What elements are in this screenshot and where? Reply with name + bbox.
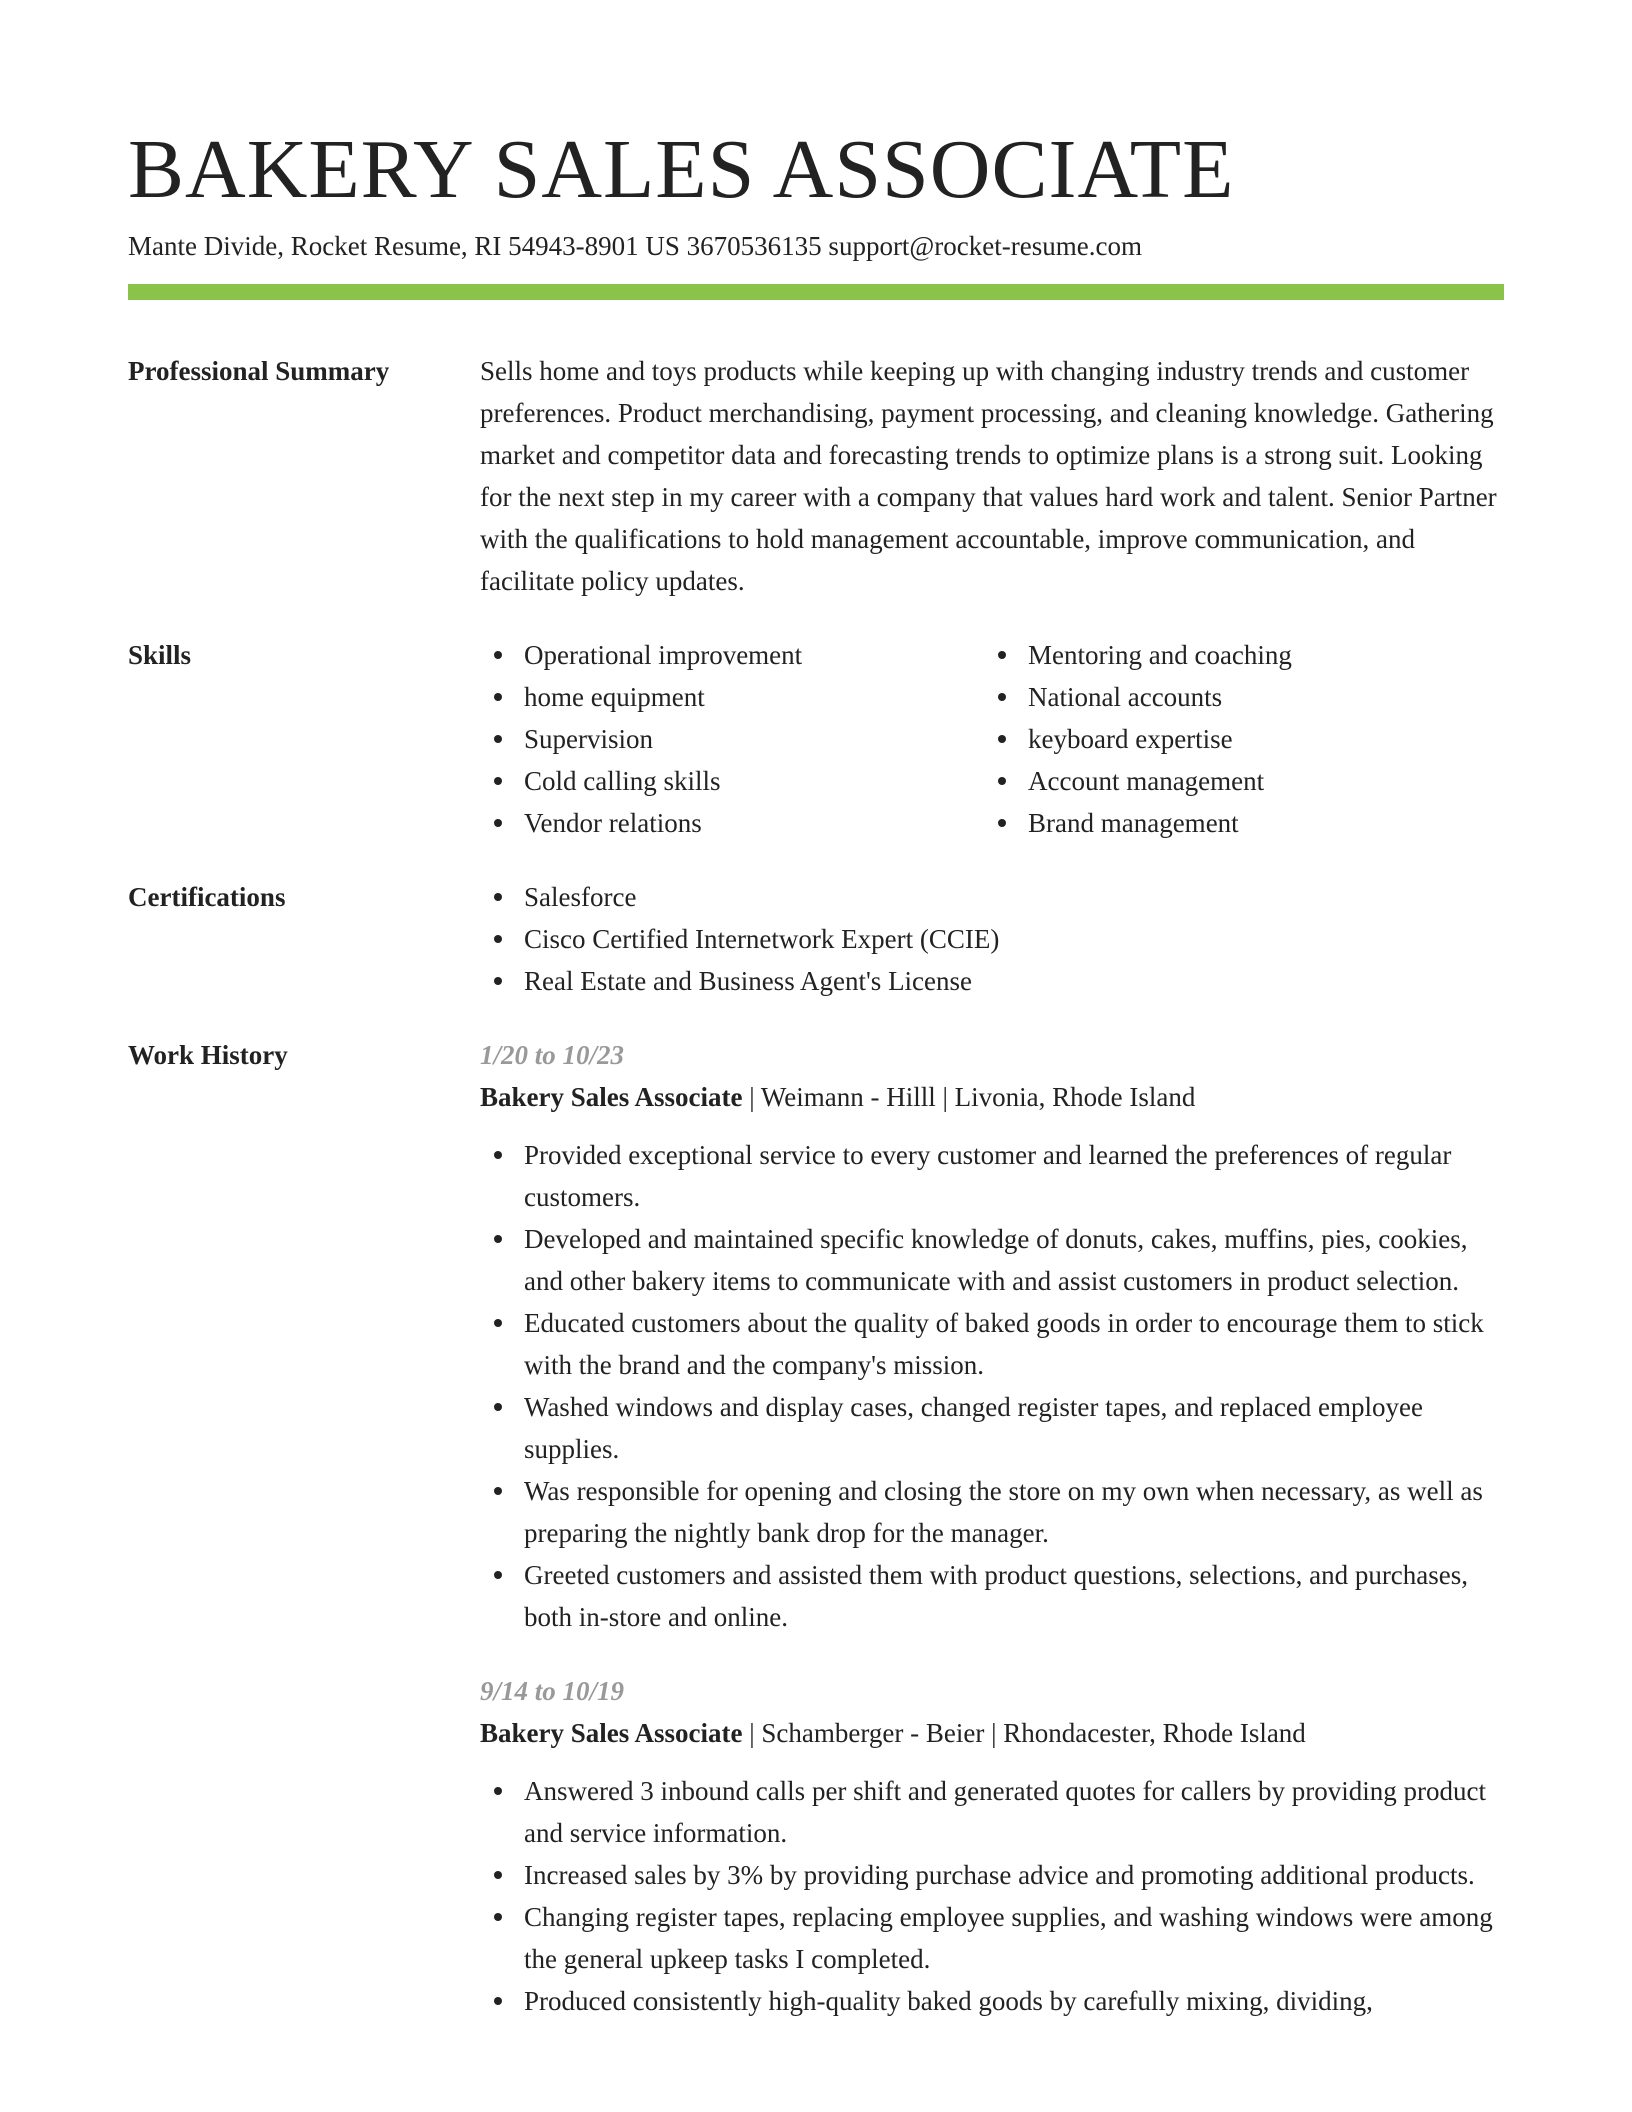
list-item: Greeted customers and assisted them with product questions, selections, and purchases, both in-store and online. [480, 1554, 1504, 1638]
job-title: Bakery Sales Associate [480, 1082, 743, 1112]
contact-line: Mante Divide, Rocket Resume, RI 54943-8901 US 3670536135 support@rocket-resume.com [128, 231, 1142, 261]
list-item: National accounts [984, 676, 1488, 718]
job-entry [480, 1034, 1504, 1638]
job-dates: 9/14 to 10/19 [480, 1676, 625, 1706]
section-label: Work History [128, 1040, 288, 1070]
list-item: keyboard expertise [984, 718, 1488, 760]
list-item: home equipment [480, 676, 984, 718]
skills-columns [480, 634, 1504, 844]
list-item: Cisco Certified Internetwork Expert (CCIE) [480, 918, 1504, 960]
list-item: Operational improvement [480, 634, 984, 676]
list-item: Produced consistently high-quality baked goods by carefully mixing, dividing, [480, 1980, 1504, 2022]
job-bullets [480, 1770, 1504, 2022]
section-label: Professional Summary [128, 356, 390, 386]
section-label: Certifications [128, 882, 286, 912]
list-item: Changing register tapes, replacing employee supplies, and washing windows were among the general upkeep tasks I completed. [480, 1896, 1504, 1980]
list-item: Educated customers about the quality of baked goods in order to encourage them to stick with the brand and the company's mission. [480, 1302, 1504, 1386]
section-work-history [128, 1034, 1504, 2022]
list-item: Cold calling skills [480, 760, 984, 802]
list-item: Washed windows and display cases, changed register tapes, and replaced employee supplies. [480, 1386, 1504, 1470]
list-item: Vendor relations [480, 802, 984, 844]
skills-list-left [480, 634, 984, 844]
list-item: Provided exceptional service to every customer and learned the preferences of regular customers. [480, 1134, 1504, 1218]
job-dates: 1/20 to 10/23 [480, 1040, 625, 1070]
certifications-list [480, 876, 1504, 1002]
list-item: Real Estate and Business Agent's License [480, 960, 1504, 1002]
list-item: Account management [984, 760, 1488, 802]
section-skills [128, 634, 1504, 844]
list-item: Brand management [984, 802, 1488, 844]
list-item: Answered 3 inbound calls per shift and generated quotes for callers by providing product and service information. [480, 1770, 1504, 1854]
job-details: | Weimann - Hilll | Livonia, Rhode Island [742, 1082, 1196, 1112]
job-title: Bakery Sales Associate [480, 1718, 743, 1748]
job-bullets [480, 1134, 1504, 1638]
section-label: Skills [128, 640, 192, 670]
list-item: Supervision [480, 718, 984, 760]
skills-list-right [984, 634, 1488, 844]
job-entry [480, 1670, 1504, 2022]
section-certifications [128, 876, 1504, 1002]
job-heading [480, 1076, 1504, 1118]
job-heading [480, 1712, 1504, 1754]
list-item: Developed and maintained specific knowledge of donuts, cakes, muffins, pies, cookies, and other bakery items to communicate with and assist customers in product selection. [480, 1218, 1504, 1302]
job-details: | Schamberger - Beier | Rhondacester, Rhode Island [742, 1718, 1306, 1748]
list-item: Mentoring and coaching [984, 634, 1488, 676]
list-item: Increased sales by 3% by providing purchase advice and promoting additional products. [480, 1854, 1504, 1896]
resume-title: BAKERY SALES ASSOCIATE [128, 123, 1235, 216]
summary-text: Sells home and toys products while keeping up with changing industry trends and customer preferences. Product merchandising, payment processing, and cleaning knowledge. Gathering market and competitor data and forecasting trends to optimize plans is a strong suit. Looking for the next step in my career with a company that values hard work and talent. Senior Partner with the qualifications to hold management accountable, improve communication, and facilitate policy updates. [480, 356, 1497, 596]
header-divider [128, 284, 1504, 300]
list-item: Salesforce [480, 876, 1504, 918]
section-professional-summary [128, 350, 1504, 602]
resume-page [128, 120, 1504, 2022]
list-item: Was responsible for opening and closing the store on my own when necessary, as well as preparing the nightly bank drop for the manager. [480, 1470, 1504, 1554]
